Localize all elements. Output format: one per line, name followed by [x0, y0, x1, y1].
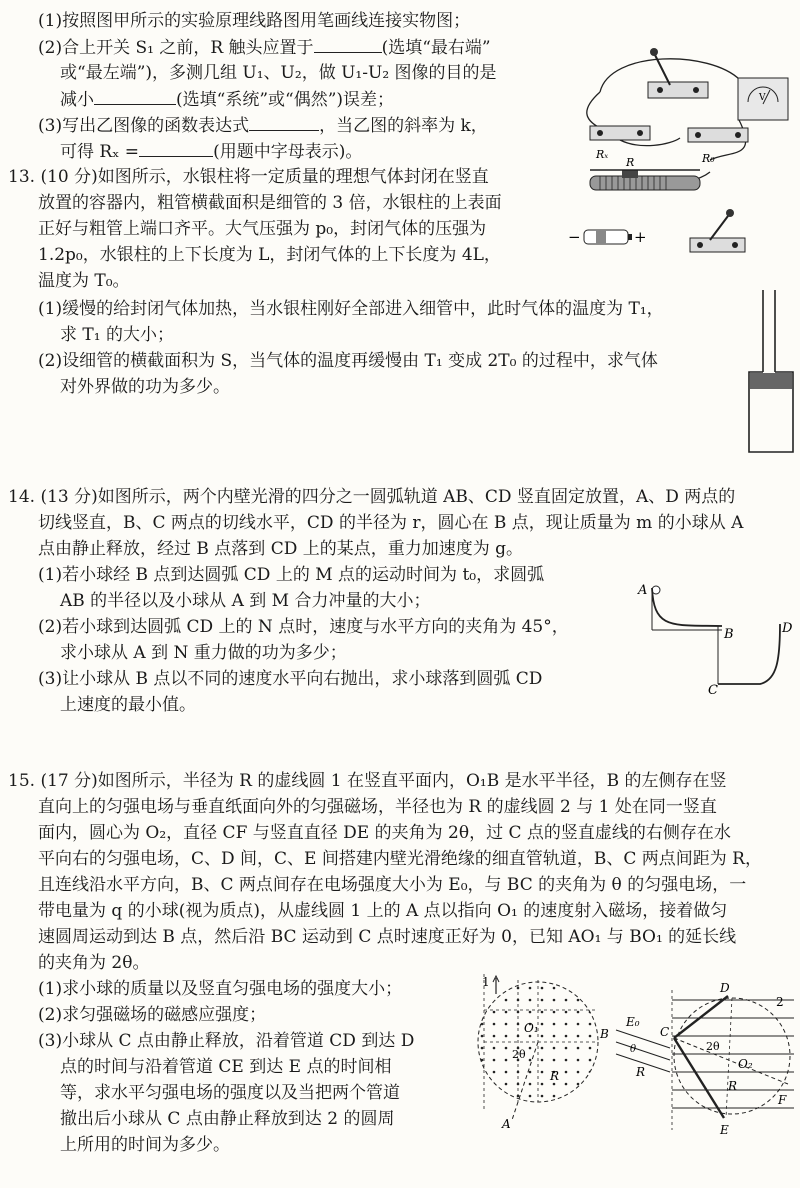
label-r: R	[626, 156, 635, 169]
q12-part3-text-c: 可得 Rₓ =	[60, 142, 140, 162]
label-o1: O₁	[524, 1021, 539, 1035]
circle-2-region	[672, 990, 794, 1130]
q12-part2-line3	[60, 86, 394, 113]
q15-part3-line3: 等，求水平匀强电场的强度以及当把两个管道	[60, 1083, 400, 1103]
q14-part1-line1: (1)若小球经 B 点到达圆弧 CD 上的 M 点的运动时间为 t₀，求圆弧	[38, 565, 545, 585]
q14-stem-line2: 切线竖直，B、C 两点的切线水平，CD 的半径为 r，圆心在 B 点，现让质量为 m 的小球从 A	[38, 513, 744, 533]
q14-part1-line2: AB 的半径以及小球从 A 到 M 合力冲量的大小；	[60, 591, 431, 611]
label-f: F	[778, 1093, 787, 1107]
q13-part2-line1: (2)设细管的横截面积为 S，当气体的温度再缓慢由 T₁ 变成 2T₀ 的过程中，求气体	[38, 351, 658, 371]
q14-part2-line1: (2)若小球到达圆弧 CD 上的 N 点时，速度与水平方向的夹角为 45°，	[38, 617, 569, 637]
label-theta: θ	[630, 1044, 637, 1055]
label-r0: R₀	[702, 152, 715, 165]
label-e: E	[720, 1123, 729, 1137]
q12-part2-text-b: (选填“最右端”	[381, 38, 491, 58]
q15-stem-line7: 速圆周运动到达 B 点，然后沿 BC 运动到 C 点时速度正好为 0，已知 AO₁ 与 BO₁ 的延长线	[38, 927, 737, 947]
q12-part3-line2	[60, 138, 362, 165]
q12-part3-line1	[38, 112, 488, 139]
q15-part3-line4: 撤出后小球从 C 点由静止释放到达 2 的圆周	[60, 1109, 395, 1129]
q13-part1-line2: 求 T₁ 的大小；	[60, 325, 174, 345]
battery-plus: +	[634, 228, 647, 246]
q12-part3-text-a: (3)写出乙图像的函数表达式	[38, 116, 250, 136]
q13-container-figure	[745, 290, 797, 460]
pipe-cd	[674, 996, 728, 1038]
battery-icon	[584, 230, 632, 244]
mercury-column	[750, 373, 792, 389]
q14-track-figure	[632, 580, 800, 700]
label-c: C	[660, 1025, 670, 1039]
label-e0: E₀	[626, 1015, 640, 1029]
q15-stem-line3: 面内，圆心为 O₂，直径 CF 与竖直直径 DE 的夹角为 2θ，过 C 点的竖直虚线的右侧存在水	[38, 823, 731, 843]
label-a: A	[638, 583, 648, 598]
switch-bottom-icon	[690, 209, 745, 252]
label-r-mid: R	[636, 1065, 646, 1079]
q12-part2-text-e: (选填“系统”或“偶然”)误差；	[176, 90, 395, 110]
q15-stem-line6: 带电量为 q 的小球(视为质点)，从虚线圆 1 上的 A 点以指向 O₁ 的速度射入磁场，接着做匀	[38, 901, 728, 921]
label-circle-1: 1	[482, 975, 490, 989]
q14-part3-line2: 上速度的最小值。	[60, 695, 196, 715]
q15-stem-line1: 15. (17 分)如图所示，半径为 R 的虚线圆 1 在竖直平面内，O₁B 是水平半径，B 的左侧存在竖	[8, 771, 727, 791]
voltmeter-label: V	[759, 93, 766, 103]
voltmeter-icon	[738, 78, 788, 120]
circle-1-region	[478, 974, 598, 1120]
label-rx: Rₓ	[596, 148, 609, 161]
label-o2: O₂	[738, 1057, 753, 1071]
label-b: B	[600, 1027, 609, 1041]
q12-part2-text-d: 减小	[60, 90, 94, 110]
q14-part3-line1: (3)让小球从 B 点以不同的速度水平向右抛出，求小球落到圆弧 CD	[38, 669, 543, 689]
label-c: C	[708, 683, 718, 698]
q15-part3-line2: 点的时间与沿着管道 CE 到达 E 点的时间相	[60, 1057, 392, 1077]
q13-stem-line1: 13. (10 分)如图所示，水银柱将一定质量的理想气体封闭在竖直	[8, 167, 489, 187]
label-r-left: R	[550, 1069, 560, 1083]
answer-blank-expression[interactable]	[249, 112, 319, 131]
battery-minus: −	[568, 228, 581, 246]
q14-part2-line2: 求小球从 A 到 N 重力做的功为多少；	[60, 643, 347, 663]
q12-part1: (1)按照图甲所示的实验原理线路图用笔画线连接实物图；	[38, 11, 471, 31]
label-circle-2: 2	[776, 995, 784, 1009]
q12-part3-text-d: (用题中字母表示)。	[213, 142, 363, 162]
q15-stem-line8: 的夹角为 2θ。	[38, 953, 150, 973]
answer-blank-rx[interactable]	[139, 138, 213, 157]
label-d: D	[782, 621, 793, 636]
q15-fields-figure	[476, 970, 798, 1140]
q12-part3-text-b: ，当乙图的斜率为 k，	[319, 116, 488, 136]
q13-part1-line1: (1)缓慢的给封闭气体加热，当水银柱刚好全部进入细管中，此时气体的温度为 T₁，	[38, 299, 664, 319]
label-d: D	[720, 981, 730, 995]
q12-part2-line2: 或“最左端”)，多测几组 U₁、U₂，做 U₁-U₂ 图像的目的是	[60, 63, 497, 83]
q13-stem-line5: 温度为 T₀。	[38, 271, 130, 291]
label-angle-2theta-right: 2θ	[706, 1040, 720, 1053]
q15-stem-line4: 平向右的匀强电场，C、D 间，C、E 间搭建内壁光滑绝缘的细直管轨道，B、C 两点间距为 R，	[38, 849, 762, 869]
q14-stem-line3: 点由静止释放，经过 B 点落到 CD 上的某点，重力加速度为 g。	[38, 539, 524, 559]
q15-part3-line1: (3)小球从 C 点由静止释放，沿着管道 CD 到达 D	[38, 1031, 415, 1051]
answer-blank-error-type[interactable]	[94, 86, 176, 105]
q12-part2-line1	[38, 34, 491, 61]
q14-stem-line1: 14. (13 分)如图所示，两个内壁光滑的四分之一圆弧轨道 AB、CD 竖直固定放置，A、D 两点的	[8, 487, 736, 507]
answer-blank-position[interactable]	[314, 34, 382, 53]
q13-stem-line2: 放置的容器内，粗管横截面积是细管的 3 倍，水银柱的上表面	[38, 193, 502, 213]
label-a: A	[502, 1117, 511, 1131]
q15-stem-line5: 且连线沿水平方向，B、C 两点间存在电场强度大小为 E₀，与 BC 的夹角为 θ 的匀强电场，一	[38, 875, 747, 895]
label-angle-2theta-left: 2θ	[512, 1048, 526, 1061]
resistor-r0-icon	[688, 128, 748, 142]
q13-stem-line4: 1.2p₀，水银柱的上下长度为 L，封闭气体的上下长度为 4L，	[38, 245, 501, 265]
rheostat-icon	[590, 170, 700, 190]
label-b: B	[724, 627, 734, 642]
switch-top-icon	[648, 48, 708, 98]
q15-stem-line2: 直向上的匀强电场与垂直纸面向外的匀强磁场，半径也为 R 的虚线圆 2 与 1 处在同一竖直	[38, 797, 717, 817]
q12-circuit-figure	[560, 40, 795, 270]
q15-part2: (2)求匀强磁场的磁感应强度；	[38, 1005, 267, 1025]
q13-part2-line2: 对外界做的功为多少。	[60, 377, 230, 397]
q12-part2-text-a: (2)合上开关 S₁ 之前，R 触头应置于	[38, 38, 314, 58]
q15-part3-line5: 上所用的时间为多少。	[60, 1135, 230, 1155]
q15-part1: (1)求小球的质量以及竖直匀强电场的强度大小；	[38, 979, 403, 999]
q13-stem-line3: 正好与粗管上端口齐平。大气压强为 p₀，封闭气体的压强为	[38, 219, 487, 239]
resistor-rx-icon	[590, 126, 650, 140]
label-r-right: R	[728, 1079, 738, 1093]
